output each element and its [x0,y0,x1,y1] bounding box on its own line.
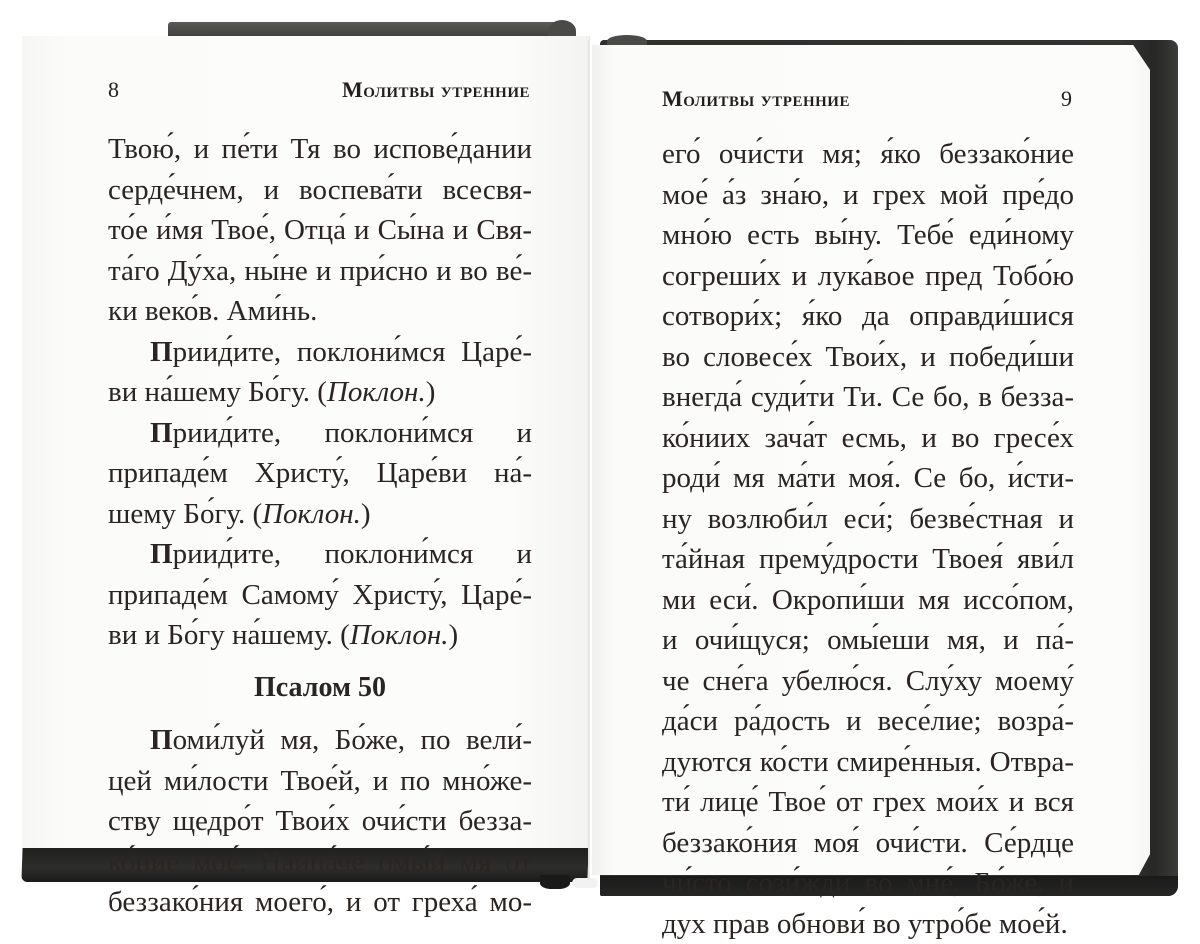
drop-initial: П [150,336,173,368]
refrain-line: Приид́ите, поклони́мся и [108,534,532,575]
psalm-line: та́йная прему́дрости Твоея́ яви́л [662,539,1074,580]
running-head-title-right: Молитвы утренние [662,86,850,112]
refrain-line: шему Бо́гу. (Поклон.) [108,494,532,535]
psalm-line: цей ми́лости Твое́й, и по мно́же- [108,761,532,802]
psalm-line: дух прав обнови́ во утро́бе мое́й. [662,904,1074,944]
rubric-bow: Поклон. [327,376,426,408]
drop-initial: П [150,417,173,449]
psalm-line: его́ очи́сти мя; я́ко беззако́ние [662,134,1074,175]
refrain-line: припаде́м Христу́, Царе́ви на́- [108,453,532,494]
refrain-line: ви и Бо́гу на́шему. (Поклон.) [108,615,532,656]
refrain-line: Приид́ите, поклони́мся и [108,413,532,454]
psalm-line: беззако́ния моя́ очи́сти. Се́рдце [662,823,1074,864]
psalm-line: и очи́щуся; омы́еши мя, и па́- [662,620,1074,661]
drop-initial: П [150,538,173,570]
psalm-line: да́си ра́дость и весе́лие; возра́- [662,701,1074,742]
book-gutter [588,40,590,880]
psalm-line: во словесе́х Твои́х, и победи́ши [662,337,1074,378]
headband [572,878,598,888]
psalm-line: ми еси́. Окропи́ши мя иссо́пом, [662,580,1074,621]
psalm-line: мно́ю есть вы́ну. Тебе́ еди́ному [662,215,1074,256]
page-number-left: 8 [108,77,119,103]
rubric-bow: Поклон. [262,498,361,530]
left-page-text [108,129,532,923]
running-head-title-left: Молитвы утренние [342,77,530,103]
spine-bottom [540,875,570,889]
text-line: то́е и́мя Твое́, Отца́ и Сы́на и Свя- [108,210,532,251]
page-number-right: 9 [1061,86,1072,112]
psalm-line: дуются ко́сти смире́нныя. Отвра- [662,742,1074,783]
psalm-line: чи́сто сози́жди во мне́, Бо́же, и [662,863,1074,904]
psalm-line: сотвори́х; я́ко да оправди́шися [662,296,1074,337]
psalm-line: ко́ние мое́. Наипа́че омы́й мя от [108,842,532,883]
psalm-line: роди́ мя ма́ти моя́. Се бо, и́сти- [662,458,1074,499]
psalm-line: ну возлюби́л еси́; безве́стная и [662,499,1074,540]
right-page-text [662,134,1074,944]
drop-initial: П [150,724,173,756]
psalm-line: ству щедро́т Твои́х очи́сти безза- [108,801,532,842]
right-running-head [662,86,1072,112]
text-line: ки веко́в. Ами́нь. [108,291,532,332]
left-running-head [108,77,530,103]
refrain-line: Приид́ите, поклони́мся Царе́- [108,332,532,373]
psalm-line: внегда́ суди́ти Ти. Се бо, в безза- [662,377,1074,418]
psalm-line: согреши́х и лука́вое пред Тобо́ю [662,256,1074,297]
rubric-bow: Поклон. [350,619,449,651]
psalm-line: мое́ а́з зна́ю, и грех мой пре́до [662,175,1074,216]
psalm-line: че сне́га убелю́ся. Слу́ху моему́ [662,661,1074,702]
text-line: серде́чнем, и воспева́ти всесвя- [108,170,532,211]
psalm-line: ко́ниих зача́т есмь, и во гресе́х [662,418,1074,459]
psalm-line: беззако́ния моего́, и от греха́ мо- [108,882,532,923]
psalm-heading: Псалом 50 [108,668,532,709]
text-line: та́го Ду́ха, ны́не и при́сно и во ве́- [108,251,532,292]
psalm-line: ти́ лице́ Твое́ от грех мои́х и вся [662,782,1074,823]
refrain-line: припаде́м Самому́ Христу́, Царе́- [108,575,532,616]
refrain-line: ви на́шему Бо́гу. (Поклон.) [108,372,532,413]
psalm-line: Поми́луй мя, Бо́же, по вели́- [108,720,532,761]
text-line: Твою́, и пе́ти Тя во испове́дании [108,129,532,170]
